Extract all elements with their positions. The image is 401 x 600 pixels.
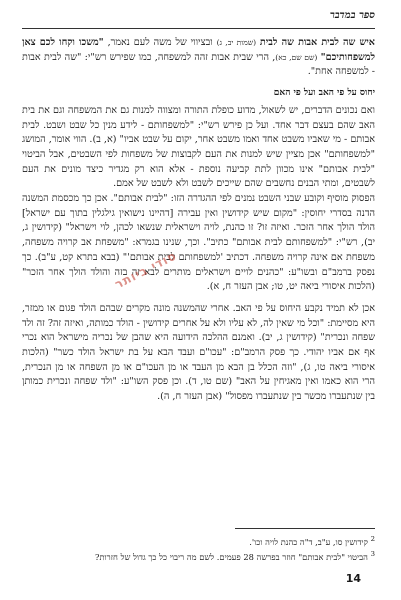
body-paragraph: ואם נכונים הדברים, יש לשאול, מדוע כופלת התורה ומצווה למנות גם את המשפחה וגם את בית האב שהם בעצם דבר אחד. ועל כן פירש רש"י: "למשפחותם - לידע מנין כל שבט ושבט. לבית אבותם - מי שאביו משבט אחד ואמו משבט אחר, יקום על שבט אביו" (א, ב). הווי אומר, המושג "למשפחותם" אכן מציין שיש למנות את העם לקבוצות של משפחות לפי השבטים, אבל הביטוי "לבית אבותם" אינו מכוון לתת קביעה נוספת - אלא הוא רק מגדיר כיצד מונים את העם לשבטים, ומתי הבנים נחשבים שהם שייכים לשבט ולא לשבט של אמם. (22, 104, 375, 190)
footnote-divider (235, 528, 375, 529)
footnote: $^3$ הביטוי "לבית אבותם" חוזר בפרשה 28 פעמים. לשם מה ריבוי כל כך גדול של חזרות? (95, 549, 375, 562)
body-text (22, 36, 375, 405)
intro-quote: "משכו וקחו לכם צאן למשפחותיכם" (22, 37, 375, 63)
body-paragraph: הפסוק מוסיף וקובע שבני השבט נמנים לפי ההגדרה הזו: "לבית אבותם". אכן כך מכסמת המשנה הדנה בסדרי יחוסין: "מקום שיש קידושין ואין עבירה [דהיינו נישואין גילגלין בתוך עם ישראל] הולד הולך אחר הזכר. ואיזה זו? זו כהנת, לויה וישראלית שנשאו לכהן, לוי וישראל" (קידושין ג, יב), רש"י: "למשפחותם לבית אבותם" כתיב". וכך, שנינו בגמרא: "משפחת אב קרויה משפחה, משפחת אם אינה קרויה משפחה. דכתיב 'למשפחותם לבית אבותם'" (בבא בתרא קט, ע"ב). כך נפסק ברמב"ם ובשו"ע: "כהנים לויים וישראלים מותרים לבא זה בזה והולד הולך אחר הזכר" (הלכות איסורי ביאה יט, טו; אבן העזר ח, א). (22, 193, 375, 293)
running-title: ספר במדבר (329, 10, 375, 21)
page-number: 14 (345, 572, 361, 585)
citation: (שם שם, כא) (275, 52, 318, 62)
footnote-text: הביטוי "לבית אבותם" חוזר בפרשה 28 פעמים. לשם מה ריבוי כל כך גדול של חזרות? (95, 551, 368, 562)
footnote: $^2$ קידושין סו, ע"ב, ד"ה כהנת לויה וכו'. (249, 535, 375, 547)
body-paragraph: אכן לא תמיד נקבע היחוס על פי האב. אחרי שהמשנה מונה מקרים שבהם הולד פגום או ממזר, היא מסיימת: "וכל מי שאין לה, לא עליו ולא על אחרים קידושין - הולד כמותה, ואיזה זה? זה ולד שפחה ונכרית" (קידושין ג, יב). ואמנם ההלכה הידועה היא שהבן של נכריה מישראל הוא נכרי אף אם אביו יהודי. כך פסק הרמב"ם: "עכו"ם ועבד הבא על בת ישראל הולד כשר" (הלכות איסורי ביאה טו, ג), "וזה הכלל בן הבא מן העבד או מן העכו"ם או מן השפחה או מן הנכרית, הרי הוא כאמו ואין מאגיחין על האב" (שם טו, ד). וכן פסק השו"ע: "ולד שפחה ונכרית כמותן בין שנתעברו מכשר בין שנתעברו מפסול" (אבן העזר ח, ה). (22, 302, 375, 403)
header-divider (22, 28, 375, 29)
section-heading: יחוס על פי האב ועל פי האם (273, 88, 375, 99)
citation: (שמות יב, ג) (216, 38, 257, 47)
footnote-text: קידושין סו, ע"ב, ד"ה כהנת לויה וכו'. (249, 536, 368, 547)
stamp-watermark: סודי ביותר (112, 248, 179, 292)
intro-sentence-4: , הרי שבית אבות זהה למשפחה, כמו שפירש רש"י: "שה לבית אבות - למשפחה אחת". (22, 51, 375, 78)
intro-sentence-2: ובציווי של משה לעם נאמר, (107, 37, 213, 48)
footnotes (22, 528, 375, 563)
paragraph-gap (22, 295, 375, 302)
intro-sentence-1: איש שה לבית אבות שה לבית (259, 37, 375, 48)
intro-paragraph (22, 36, 375, 80)
